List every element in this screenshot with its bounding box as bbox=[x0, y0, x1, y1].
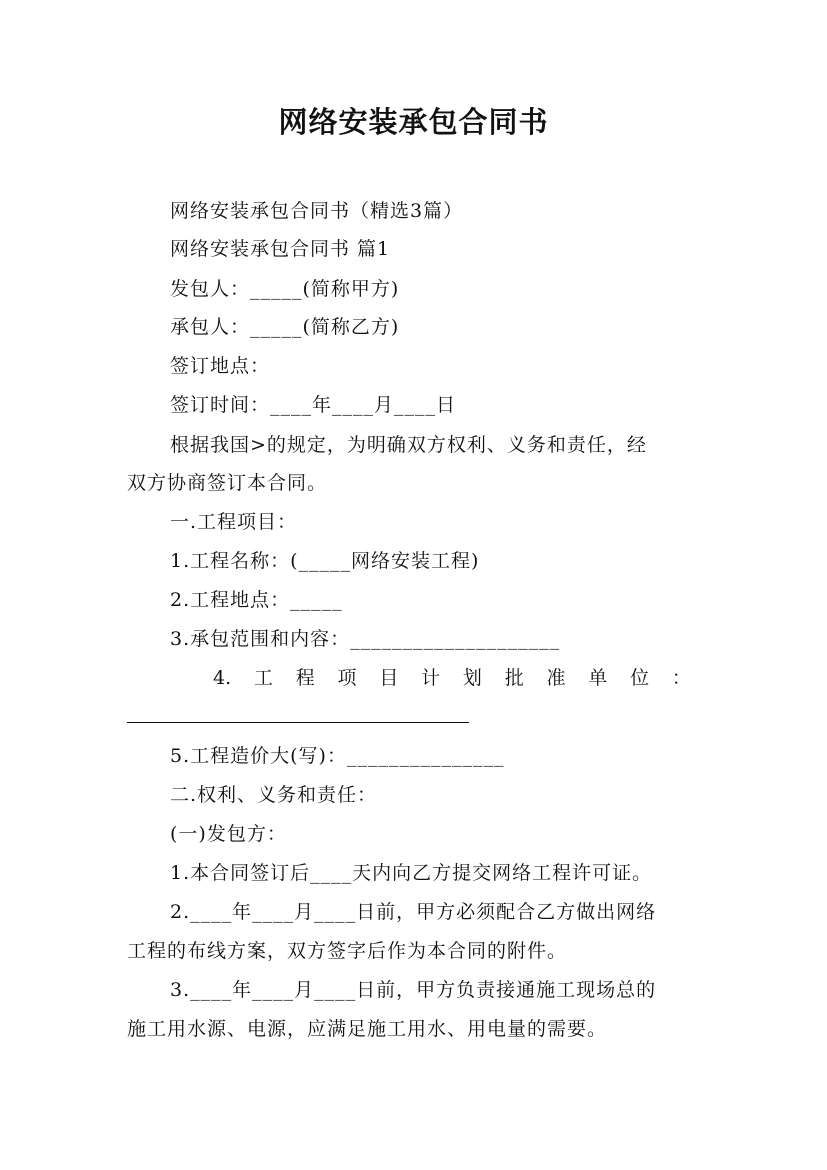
approval-char: 4. bbox=[213, 667, 232, 689]
subtitle-line: 网络安装承包合同书（精选3篇） bbox=[170, 200, 464, 222]
employer-duty-3-line-2: 施工用水源、电源，应满足施工用水、用电量的需要。 bbox=[127, 1018, 608, 1040]
clause-heading-rights: 二.权利、义务和责任： bbox=[170, 784, 378, 806]
employer-duty-2-line-1: 2.____年____月____日前，甲方必须配合乙方做出网络 bbox=[170, 901, 657, 923]
preamble-line-1: 根据我国>的规定，为明确双方权利、义务和责任，经 bbox=[170, 434, 647, 456]
clause-heading-project: 一.工程项目： bbox=[170, 511, 298, 533]
project-cost-line: 5.工程造价大(写)：_______________ bbox=[170, 745, 505, 767]
section-heading: 网络安装承包合同书 篇1 bbox=[170, 238, 391, 260]
approval-unit-blank bbox=[127, 722, 469, 723]
employer-duty-1: 1.本合同签订后____天内向乙方提交网络工程许可证。 bbox=[170, 862, 653, 884]
approval-char: ： bbox=[671, 667, 691, 689]
employer-heading: (一)发包方： bbox=[170, 823, 287, 845]
employer-duty-3-line-1: 3.____年____月____日前，甲方负责接通施工现场总的 bbox=[170, 979, 657, 1001]
project-scope-line: 3.承包范围和内容：____________________ bbox=[170, 628, 561, 650]
approval-char: 准 bbox=[546, 667, 566, 689]
approval-char: 批 bbox=[504, 667, 524, 689]
employer-line: 发包人：_____(简称甲方) bbox=[170, 278, 400, 300]
approval-char: 程 bbox=[295, 667, 315, 689]
project-site-line: 2.工程地点：_____ bbox=[170, 589, 343, 611]
document-title: 网络安装承包合同书 bbox=[278, 105, 549, 139]
approval-char: 工 bbox=[253, 667, 273, 689]
approval-char: 单 bbox=[588, 667, 608, 689]
signing-place-line: 签订地点： bbox=[170, 355, 271, 377]
approval-char: 划 bbox=[462, 667, 482, 689]
approval-char: 位 bbox=[630, 667, 650, 689]
preamble-line-2: 双方协商签订本合同。 bbox=[127, 472, 328, 494]
approval-char: 目 bbox=[379, 667, 399, 689]
approval-char: 计 bbox=[421, 667, 441, 689]
signing-date-line: 签订时间：____年____月____日 bbox=[170, 394, 457, 416]
employer-duty-2-line-2: 工程的布线方案，双方签字后作为本合同的附件。 bbox=[127, 940, 568, 962]
contractor-line: 承包人：_____(简称乙方) bbox=[170, 316, 400, 338]
approval-char: 项 bbox=[337, 667, 357, 689]
approval-unit-line bbox=[213, 665, 691, 691]
project-name-line: 1.工程名称：(_____网络安装工程) bbox=[170, 550, 480, 572]
